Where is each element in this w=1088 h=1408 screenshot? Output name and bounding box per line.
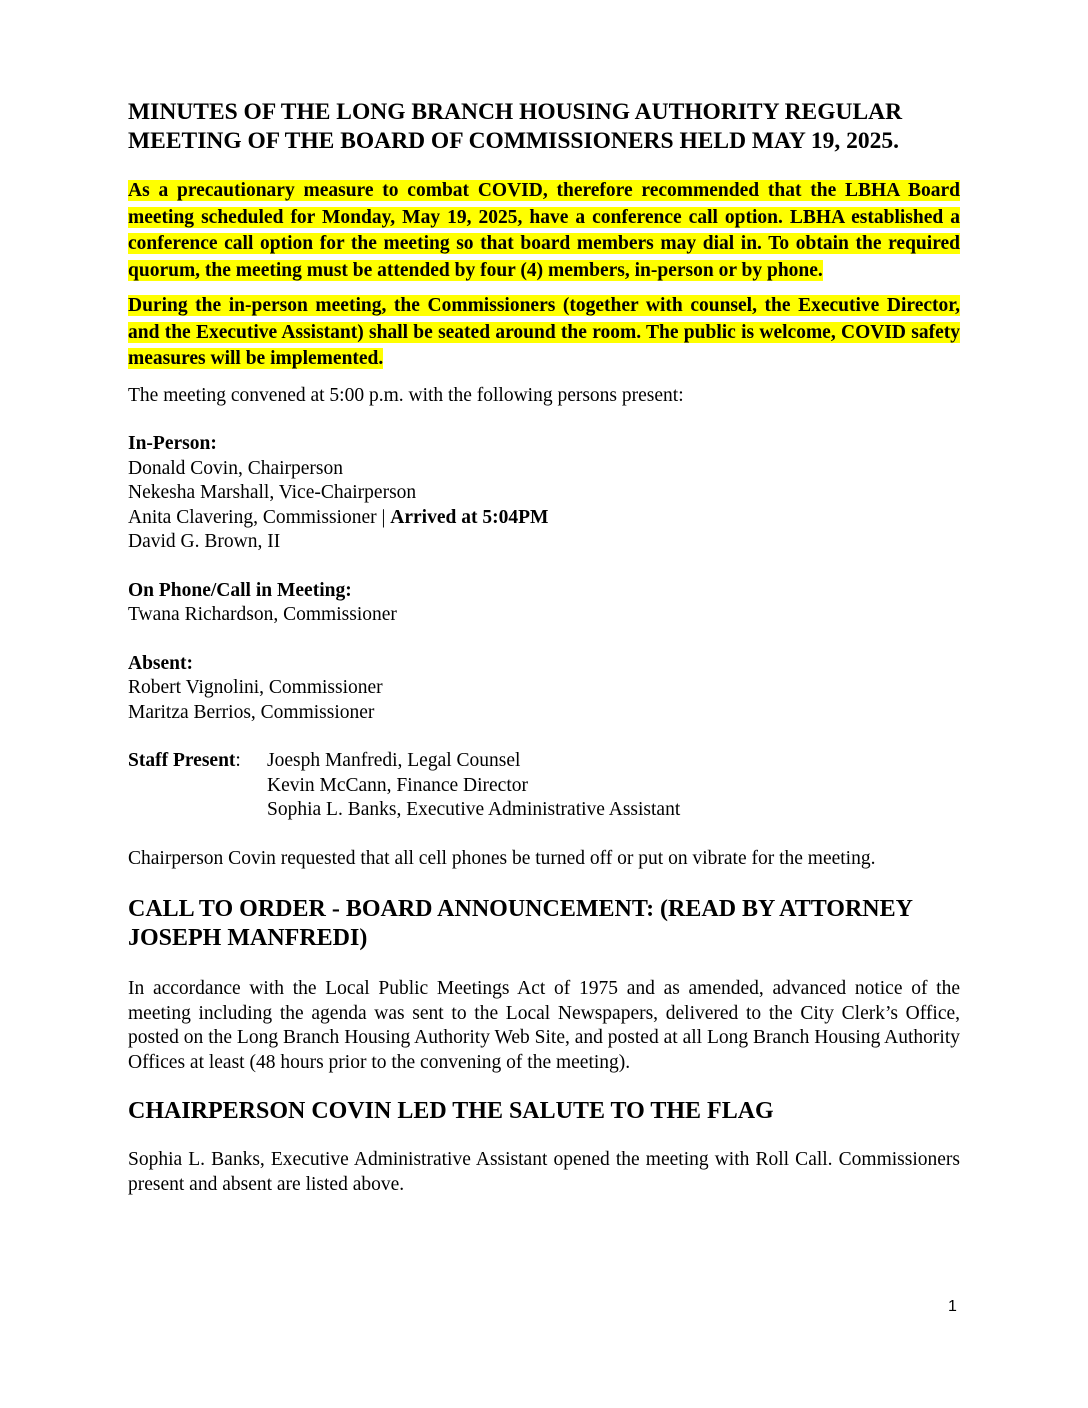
attendee: Donald Covin, Chairperson	[128, 457, 344, 479]
attendee: Twana Richardson, Commissioner	[128, 604, 397, 625]
attendee: Nekesha Marshall, Vice-Chairperson	[128, 482, 417, 503]
seating-notice-text: During the in-person meeting, the Commissioners (together with counsel, the Executive Director, and the Executive Assistant) shall be seated around the room. The public is welcome, COVID safety measures will be implemented.	[128, 295, 960, 369]
minutes-title: MINUTES OF THE LONG BRANCH HOUSING AUTHORITY REGULAR MEETING OF THE BOARD OF COMMISSIONERS HELD MAY 19, 2025.	[128, 99, 903, 154]
absentee: Maritza Berrios, Commissioner	[128, 701, 375, 723]
seating-notice-paragraph	[128, 293, 960, 373]
absent-heading: Absent:	[128, 652, 194, 674]
covid-notice-paragraph	[128, 178, 960, 284]
attendee-name: Anita Clavering, Commissioner |	[128, 506, 391, 528]
page-number: 1	[948, 1298, 957, 1315]
in-person-heading: In-Person:	[128, 433, 217, 454]
staff-member: Sophia L. Banks, Executive Administrative Assistant	[267, 799, 681, 820]
flag-salute-heading: CHAIRPERSON COVIN LED THE SALUTE TO THE FLAG	[128, 1098, 774, 1124]
arrival-note: Arrived at 5:04PM	[390, 506, 549, 528]
in-person-block	[128, 432, 960, 555]
convened-statement: The meeting convened at 5:00 p.m. with the following persons present:	[128, 384, 684, 406]
covid-notice-text: As a precautionary measure to combat COVID, therefore recommended that the LBHA Board meeting scheduled for Monday, May 19, 2025, have a conference call option. LBHA established a conference call option for the meeting so that board members may dial in. To obtain the required quorum, the meeting must be attended by four (4) members, in-person or by phone.	[128, 180, 960, 281]
call-to-order-heading: CALL TO ORDER - BOARD ANNOUNCEMENT: (READ BY ATTORNEY JOSEPH MANFREDI)	[128, 896, 913, 951]
absentee: Robert Vignolini, Commissioner	[128, 677, 383, 698]
staff-member: Joesph Manfredi, Legal Counsel	[267, 750, 521, 771]
on-phone-heading: On Phone/Call in Meeting:	[128, 579, 352, 601]
staff-label: Staff Present	[128, 750, 236, 771]
absent-block	[128, 652, 960, 726]
staff-present-block	[128, 749, 960, 823]
document-content	[128, 98, 960, 1197]
staff-label-cell	[128, 749, 267, 823]
staff-list	[267, 749, 680, 823]
attendee	[128, 506, 960, 531]
on-phone-block	[128, 579, 960, 628]
attendee: David G. Brown, II	[128, 531, 281, 552]
staff-member: Kevin McCann, Finance Director	[267, 774, 529, 796]
cell-phone-request: Chairperson Covin requested that all cell phones be turned off or put on vibrate for the meeting.	[128, 847, 876, 869]
public-meetings-act-paragraph: In accordance with the Local Public Meetings Act of 1975 and as amended, advanced notice of the meeting including the agenda was sent to the Local Newspapers, delivered to the City Clerk’s Office, posted on the Long Branch Housing Authority Web Site, and posted at all Long Branch Housing Authority Offices at least (48 hours prior to the convening of the meeting).	[128, 978, 960, 1073]
roll-call-paragraph: Sophia L. Banks, Executive Administrative Assistant opened the meeting with Roll Call. Commissioners present and absent are listed above.	[128, 1149, 960, 1195]
staff-label-colon: :	[235, 750, 241, 771]
